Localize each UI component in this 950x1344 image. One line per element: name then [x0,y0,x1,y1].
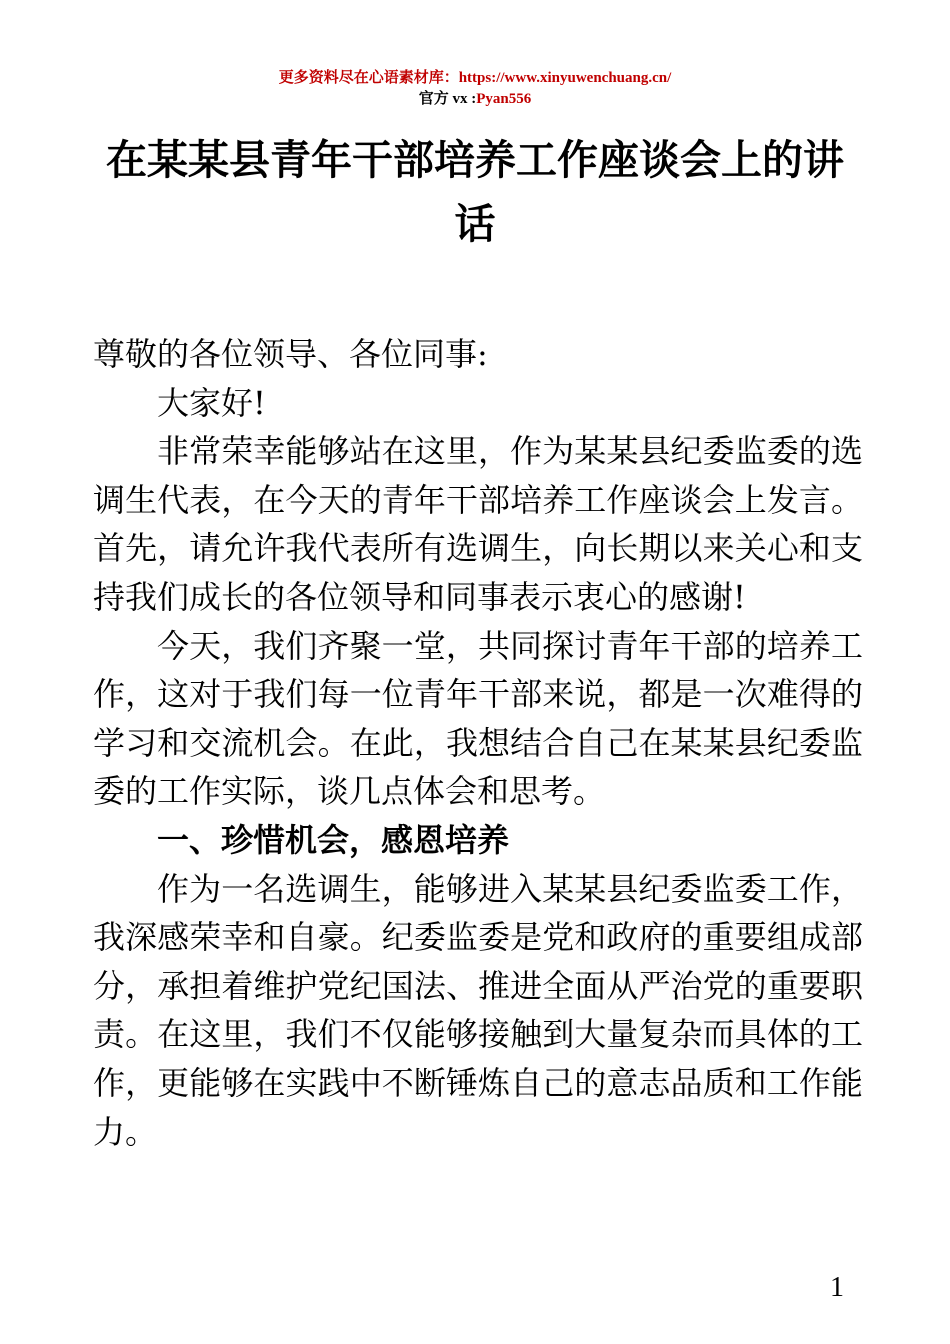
paragraph-purpose: 今天，我们齐聚一堂，共同探讨青年干部的培养工作，这对于我们每一位青年干部来说，都是一次难得的学习和交流机会。在此，我想结合自己在某某县纪委监委的工作实际，谈几点体会和思考。 [93,626,863,811]
document-title: 在某某县青年干部培养工作座谈会上的讲话 [106,136,844,248]
section-paragraph: 作为一名选调生，能够进入某某县纪委监委工作，我深感荣幸和自豪。纪委监委是党和政府的重要组成部分，承担着维护党纪国法、推进全面从严治党的重要职责。在这里，我们不仅能够接触到大量复杂而具体的工作，更能够在实践中不断锤炼自己的意志品质和工作能力。 [93,869,863,1151]
header-promo-text: 更多资料尽在心语素材库：https://www.xinyuwenchuang.cn/ [278,70,672,86]
header-promo-line [0,68,950,88]
header-contact-line [0,89,950,109]
paragraph-intro: 非常荣幸能够站在这里，作为某某县纪委监委的选调生代表，在今天的青年干部培养工作座谈会上发言。首先，请允许我代表所有选调生，向长期以来关心和支持我们成长的各位领导和同事表示衷心的感谢! [93,432,863,616]
header-contact-handle: Pyan556 [476,91,532,107]
document-body [93,330,863,1156]
salutation: 尊敬的各位领导、各位同事: [93,335,488,373]
greeting: 大家好! [157,383,266,422]
section-heading: 一、珍惜机会，感恩培养 [157,820,510,859]
page-number: 1 [830,1272,844,1303]
header-contact-label: 官方 vx : [418,91,477,107]
